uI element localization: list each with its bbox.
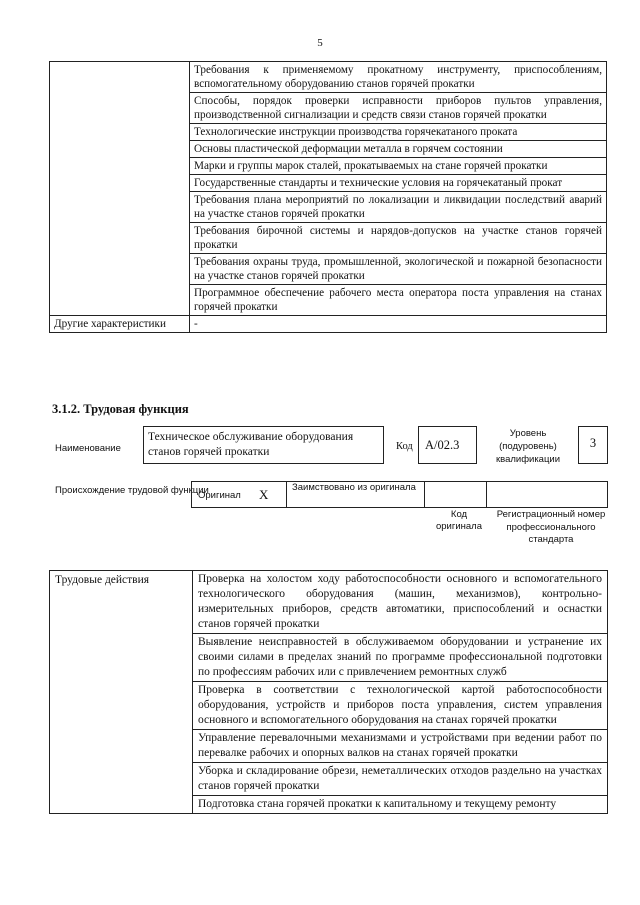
original-mark: X — [259, 487, 269, 502]
requirement-item: Марки и группы марок сталей, прокатываемых на стане горячей прокатки — [190, 158, 607, 175]
labor-action-item: Выявление неисправностей в обслуживаемом оборудовании и устранение их своими силами в пределах знаний по программе профессиональной подготовки по профессиям рабочих или с привлечением ремонтных служб — [193, 634, 608, 682]
name-label: Наименование — [55, 443, 121, 454]
requirements-label-cell — [50, 62, 190, 316]
origin-label: Происхождение трудовой функции — [55, 485, 209, 496]
original-code-caption: Код оригинала — [435, 509, 482, 532]
labor-action-item: Подготовка стана горячей прокатки к капитальному и текущему ремонту — [193, 796, 608, 814]
other-characteristics-label: Другие характеристики — [50, 316, 190, 333]
requirement-item: Способы, порядок проверки исправности приборов пультов управления, производственной сигнализации и средств связи станов горячей прокатки — [190, 93, 607, 124]
requirement-item: Требования охраны труда, промышленной, экологической и пожарной безопасности на участке станов горячей прокатки — [190, 254, 607, 285]
section-title: 3.1.2. Трудовая функция — [52, 402, 189, 416]
requirement-item: Программное обеспечение рабочего места оператора поста управления на станах горячей прокатки — [190, 285, 607, 316]
qualification-level-label: Уровень (подуровень) квалификации — [495, 428, 561, 465]
labor-actions-label: Трудовые действия — [50, 571, 193, 814]
original-label: Оригинал — [198, 490, 241, 501]
labor-actions-table — [49, 570, 608, 814]
page-number: 5 — [317, 37, 323, 49]
requirements-table — [49, 61, 607, 333]
original-code-cell — [425, 482, 487, 507]
labor-action-item: Управление перевалочными механизмами и устройствами при ведении работ по перевалке рабочих и опорных валков на станах горячей прокатки — [193, 730, 608, 763]
other-characteristics-value: - — [190, 316, 607, 333]
labor-action-item: Проверка на холостом ходу работоспособности основного и вспомогательного технологического оборудования (машин, механизмов), контрольно-измерительных приборов, средств автоматики, приспособлений и оснастки станов горячей прокатки — [193, 571, 608, 634]
registration-number-caption: Регистрационный номер профессионального стандарта — [496, 509, 606, 545]
table-row — [50, 62, 607, 93]
requirement-item: Основы пластической деформации металла в горячем состоянии — [190, 141, 607, 158]
function-name-field: Техническое обслуживание оборудования станов горячей прокатки — [143, 426, 384, 464]
requirement-item: Требования бирочной системы и нарядов-допусков на участке станов горячей прокатки — [190, 223, 607, 254]
code-label: Код — [396, 441, 413, 452]
labor-action-item: Уборка и складирование обрези, неметаллических отходов раздельно на участках станов горячей прокатки — [193, 763, 608, 796]
borrowed-label: Заимствовано из оригинала — [292, 482, 416, 493]
requirement-item: Государственные стандарты и технические условия на горячекатаный прокат — [190, 175, 607, 192]
qualification-level-field: 3 — [578, 426, 608, 464]
origin-row — [191, 481, 608, 508]
borrowed-cell — [287, 482, 425, 507]
requirement-item: Требования плана мероприятий по локализации и ликвидации последствий аварий на участке станов горячей прокатки — [190, 192, 607, 223]
labor-action-item: Проверка в соответствии с технологической картой работоспособности оборудования, устройств и приборов поста управления, систем управления основного и вспомогательного оборудования на станах горячей прокатки — [193, 682, 608, 730]
requirement-item: Технологические инструкции производства горячекатаного проката — [190, 124, 607, 141]
table-row — [50, 316, 607, 333]
function-code-field: А/02.3 — [418, 426, 477, 464]
registration-number-cell — [487, 482, 607, 507]
requirement-item: Требования к применяемому прокатному инструменту, приспособлениям, вспомогательному оборудованию станов горячей прокатки — [190, 62, 607, 93]
original-cell — [192, 482, 287, 507]
table-row — [50, 571, 608, 634]
